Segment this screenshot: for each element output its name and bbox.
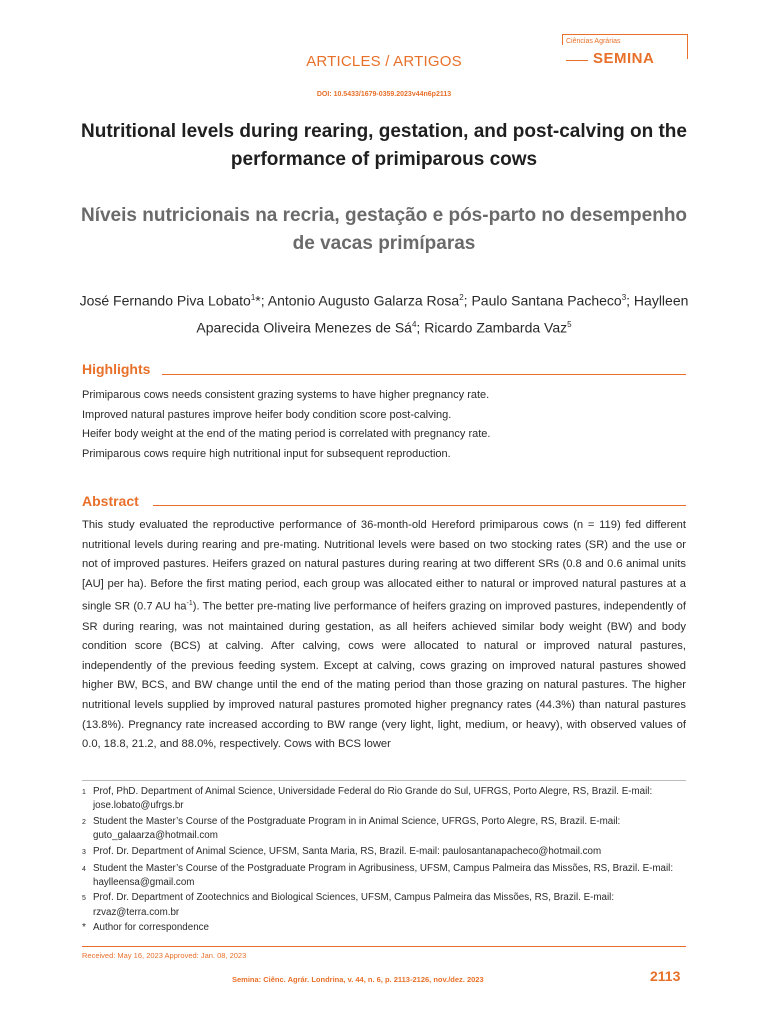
footnote-text: Prof. Dr. Department of Animal Science, UFSM, Santa Maria, RS, Brazil. E-mail: paulosantanapacheco@hotmail.com [93,845,602,857]
highlight-item: Primiparous cows needs consistent grazing systems to have higher pregnancy rate. [82,389,490,401]
author-name: Haylleen Aparecida Oliveira Menezes de Sá [196,292,689,336]
author-name: Antonio Augusto Galarza Rosa [267,292,460,309]
highlight-item: Primiparous cows require high nutritional input for subsequent reproduction. [82,447,451,460]
footer-rule [82,946,686,947]
footnote [82,785,688,813]
author-affiliation-mark: 4 [411,319,417,329]
highlights-list [82,386,692,464]
author-affiliation-mark: 3 [621,293,627,302]
journal-logo [562,34,688,69]
footnote-text: Prof, PhD. Department of Animal Science, Universidade Federal do Rio Grande do Sul, UFRGS, Porto Alegre, RS, Brazil. E-mail: jose.lobato@ufrgs.br [93,786,653,812]
footnote-mark: 3 [82,848,86,856]
footnote-mark: 2 [82,818,86,826]
logo-border [562,34,563,45]
abstract-part: ). The better pre-mating live performance of heifers grazing on improved pastures, independently of SR during rearing, was not maintained during gestation, as all heifers achieved similar body weight (BW) and body condition score (BCS) at calving. After calving, cows were allocated to natural or improved natural pastures, independently of the previous feeding system. Except at calving, cows grazing on improved natural pastures showed higher BW, BCS, and BW change until the end of the mating period than those grazing on natural pastures. The higher nutritional levels supplied by improved natural pastures promoted higher pregnancy rates (44.3%) than natural pastures (13.8%). Pregnancy rate increased according to BW range (very light, light, medium, or heavy), with observed values of 0.0, 18.8, 21.2, and 88.0%, respectively. Cows with BCS lower [82,601,686,751]
abstract-text [82,516,686,755]
highlight-item: Heifer body weight at the end of the mating period is correlated with pregnancy rate. [82,428,491,440]
footnote-mark: 5 [82,895,86,903]
author-affiliation-mark: 1 [250,293,256,302]
footnote-text: Student the Master’s Course of the Postgraduate Program in in Animal Science, UFRGS, Porto Alegre, RS, Brazil. E-mail: guto_galaarza@hotmail.com [93,815,621,842]
footnote-text: Prof. Dr. Department of Zootechnics and Biological Sciences, UFSM, Campus Palmeira das Missões, RS, Brazil. E-mail: rzvaz@terra.com.br [93,892,615,918]
logo-name: SEMINA [593,50,655,67]
author-name: José Fernando Piva Lobato [79,292,251,309]
footnote [82,815,688,843]
footnote-mark: 4 [82,865,86,873]
doi-link[interactable]: DOI: 10.5433/1679-0359.2023v44n6p2113 [316,91,452,98]
title-english: Nutritional levels during rearing, gestation, and post-calving on the performance of primiparous cows [81,121,687,170]
section-heading: ARTICLES / ARTIGOS [306,53,462,70]
journal-citation: Semina: Ciênc. Agrár. Londrina, v. 44, n. 6, p. 2113-2126, nov./dez. 2023 [232,975,484,984]
abstract-rule [153,505,686,506]
author-affiliation-mark: 5 [567,319,572,329]
footnote-mark: * [82,922,86,934]
footnote-mark: 1 [82,789,86,796]
highlight-item: Improved natural pastures improve heifer body condition score post-calving. [82,408,452,421]
title-portuguese: Níveis nutricionais na recria, gestação e pós-parto no desempenho de vacas primíparas [80,205,688,254]
logo-subtitle: Ciências Agrárias [566,38,621,45]
corresponding-mark: * [255,292,261,309]
logo-border [687,34,688,59]
footnote-divider [82,780,686,781]
footnote [82,845,688,860]
footnote [82,862,688,890]
author-affiliation-mark: 2 [459,293,464,302]
received-dates: Received: May 16, 2023 Approved: Jan. 08, 2023 [82,951,247,960]
abstract-heading: Abstract [82,493,139,509]
abstract-superscript: -1 [186,600,193,608]
footnote [82,891,688,919]
logo-border [562,34,688,35]
author-list: José Fernando Piva Lobato$^1$*; Antonio Augusto Galarza Rosa$^2$; Paulo Santana Pacheco$^3$; Haylleen Aparecida Oliveira Menezes de $Sá^4$; Ricardo Zambarda Vaz$^5$ [79,292,689,336]
footnotes [82,785,688,937]
highlights-rule [162,374,686,375]
highlights-heading: Highlights [82,361,151,377]
footnote-text: Author for correspondence [93,922,209,934]
page-number: 2113 [650,968,681,984]
footnote [82,921,688,935]
logo-dash [566,60,588,61]
author-name: Paulo Santana Pacheco [471,292,622,309]
footnote-text: Student the Master’s Course of the Postgraduate Program in Agribusiness, UFSM, Campus Palmeira das Missões, RS, Brazil. E-mail: haylleensa@gmail.com [93,862,674,888]
author-name: Ricardo Zambarda Vaz [424,319,568,336]
abstract-part: This study evaluated the reproductive performance of 36-month-old Hereford primiparous cows (n = 119) fed different nutritional levels during rearing and pre-mating. Nutritional levels were based on two stocking rates (SR) and the use or not of improved pastures. Heifers grazed on natural pastures during rearing at two different SRs (0.8 and 0.6 animal units [AU] per ha). Before the first mating period, each group was allocated either to natural or improved natural pastures at a single SR (0.7 AU ha [82,519,686,614]
